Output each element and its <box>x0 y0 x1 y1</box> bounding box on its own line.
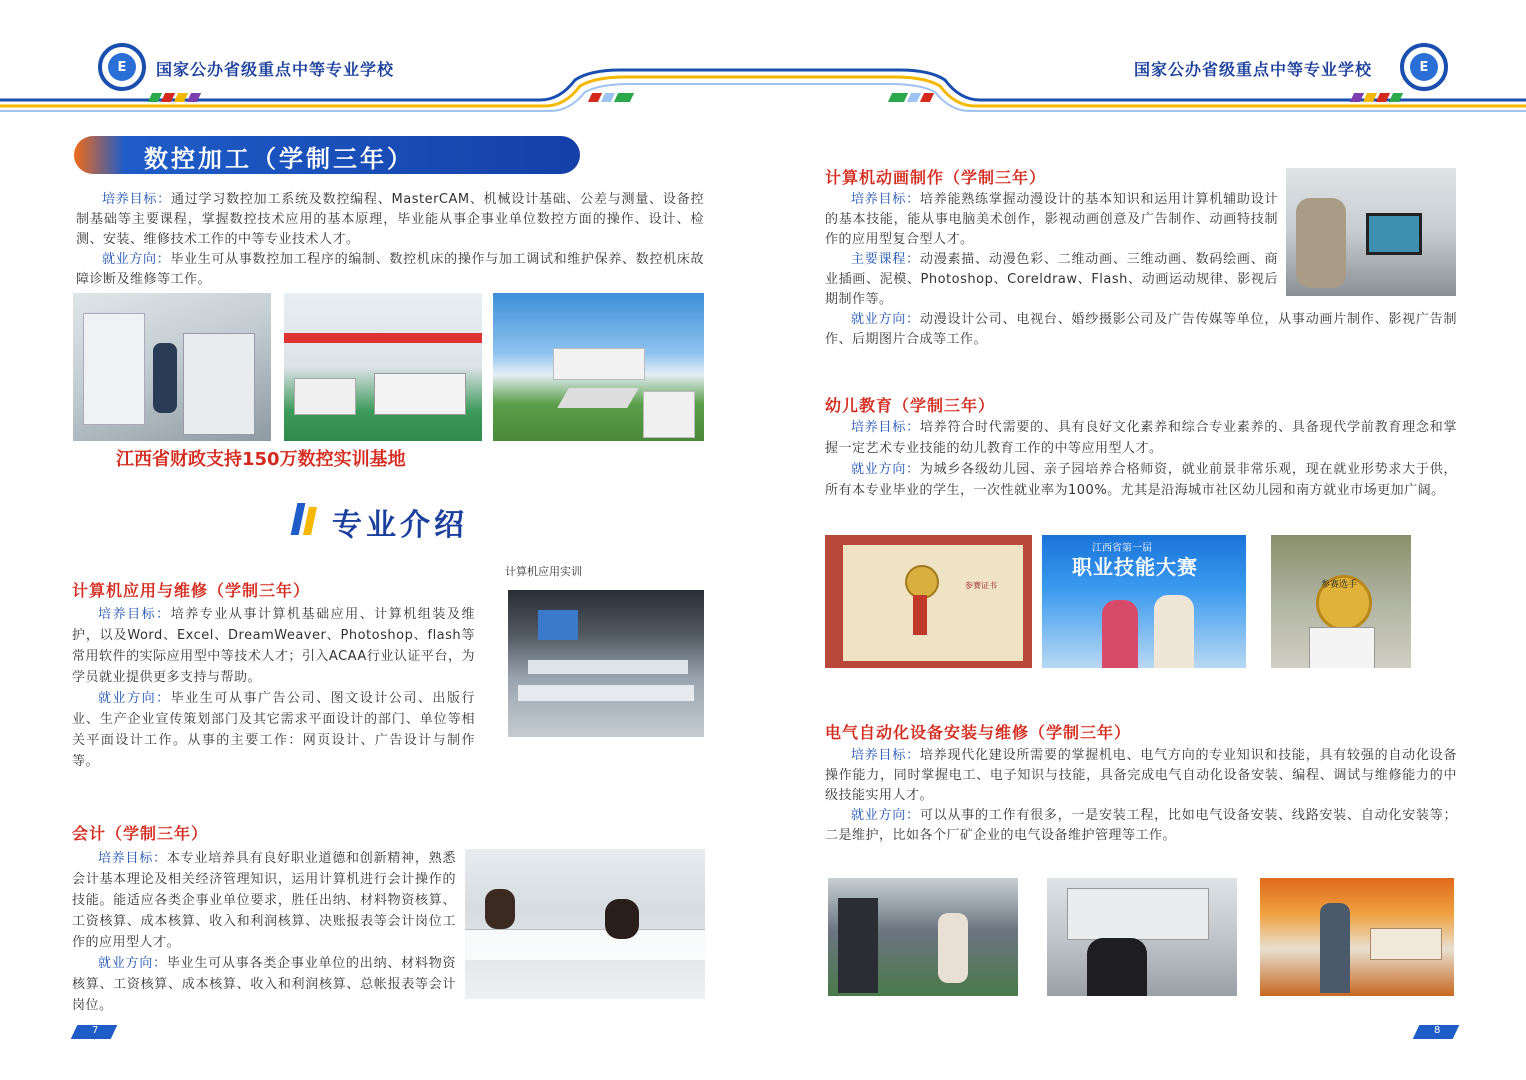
electrical-training-photo-3 <box>1260 878 1454 996</box>
preschool-job-text: 为城乡各级幼儿园、亲子园培养合格师资，就业前景非常乐观，现在就业形势求大于供，所有本专业毕业的学生，一次性就业率为100%。尤其是沿海城市社区幼儿园和南方就业市场更加广阔。 <box>825 462 1457 498</box>
animation-goal-label: 培养目标： <box>851 192 920 207</box>
computer-goal-label: 培养目标： <box>98 607 171 622</box>
accounting-class-photo <box>465 849 705 999</box>
electrical-goal-label: 培养目标： <box>851 748 920 763</box>
animation-job-text: 动漫设计公司、电视台、婚纱摄影公司及广告传媒等单位，从事动画片制作、影视广告制作、后期图片合成等工作。 <box>825 312 1457 347</box>
accounting-description <box>72 848 456 1016</box>
animation-title: 计算机动画制作（学制三年） <box>825 168 1047 187</box>
certificate-photo <box>825 535 1032 668</box>
cnc-workshop-photo-2 <box>284 293 482 441</box>
electrical-job-text: 可以从事的工作有很多，一是安装工程，比如电气设备安装、线路安装、自动化安装等；二是维护，比如各个厂矿企业的电气设备维护管理等工作。 <box>825 808 1457 843</box>
accounting-goal-text: 本专业培养具有良好职业道德和创新精神，熟悉会计基本理论及相关经济管理知识，运用计算机进行会计操作的技能。能适应各类企事业单位要求，胜任出纳、材料物资核算、工资核算、成本核算、收入和利润核算、决账报表等会计岗位工作的应用型人才。 <box>72 851 456 950</box>
preschool-title: 幼儿教育（学制三年） <box>825 396 996 415</box>
stripe-accent <box>890 93 932 102</box>
medal-badge-photo <box>1271 535 1411 668</box>
animation-goal-text: 培养能熟练掌握动漫设计的基本知识和运用计算机辅助设计的基本技能，能从事电脑美术创作，影视动画创意及广告制作、动画特技制作的应用型复合型人才。 <box>825 192 1278 247</box>
logo-emblem-icon: E <box>1410 53 1438 81</box>
cnc-banner <box>74 136 580 174</box>
accounting-job-text: 毕业生可从事各类企事业单位的出纳、材料物资核算、工资核算、成本核算、收入和利润核算、总帐报表等会计岗位。 <box>72 956 456 1013</box>
animation-job-label: 就业方向： <box>851 312 920 327</box>
electrical-training-photo-1 <box>828 878 1018 996</box>
stripe-accent <box>590 93 632 102</box>
cnc-description <box>76 190 704 290</box>
preschool-description <box>825 417 1457 501</box>
school-logo-left <box>98 43 146 91</box>
animation-course-label: 主要课程： <box>851 252 920 267</box>
header-title-left: 国家公办省级重点中等专业学校 <box>156 60 395 79</box>
intro-heading-icon <box>290 503 324 537</box>
cnc-job-text: 毕业生可从事数控加工程序的编制、数控机床的操作与加工调试和维护保养、数控机床故障诊断及维修等工作。 <box>76 252 704 287</box>
competition-banner-main: 职业技能大赛 <box>1072 555 1198 579</box>
computer-job-text: 毕业生可从事广告公司、图文设计公司、出版行业、生产企业宣传策划部门及其它需求平面设计的部门、单位等相关平面设计工作。从事的主要工作：网页设计、广告设计与制作等。 <box>72 691 475 769</box>
electrical-description <box>825 746 1457 846</box>
intro-heading: 专业介绍 <box>332 508 468 543</box>
computer-job-label: 就业方向： <box>98 691 171 706</box>
school-logo-right <box>1400 43 1448 91</box>
competition-banner-top: 江西省第一届 <box>1092 543 1152 554</box>
electrical-goal-text: 培养现代化建设所需要的掌握机电、电气方向的专业知识和技能，具有较强的自动化设备操作能力，同时掌握电工、电子知识与技能，具备完成电气自动化设备安装、编程、调试与维修能力的中级技能实用人才。 <box>825 748 1457 803</box>
accounting-title: 会计（学制三年） <box>72 824 209 843</box>
stripe-accent <box>1352 93 1401 102</box>
campus-photo <box>493 293 704 441</box>
header-title-right: 国家公办省级重点中等专业学校 <box>1134 60 1373 79</box>
cnc-goal-text: 通过学习数控加工系统及数控编程、MasterCAM、机械设计基础、公差与测量、设备控制基础等主要课程，掌握数控技术应用的基本原理，毕业能从事企事业单位数控方面的操作、设计、检测、安装、维修技术工作的中等专业技术人才。 <box>76 192 704 247</box>
computer-goal-text: 培养专业从事计算机基础应用、计算机组装及维护，以及Word、Excel、DreamWeaver、Photoshop、flash等常用软件的实际应用型中等技术人才；引入ACAA行业认证平台，为学员就业提供更多支持与帮助。 <box>72 607 475 685</box>
animation-lab-photo <box>1286 168 1456 296</box>
stripe-accent <box>150 93 199 102</box>
computer-description <box>72 604 475 772</box>
certificate-label: 参赛证书 <box>965 581 997 590</box>
cnc-goal-label: 培养目标： <box>102 192 171 207</box>
accounting-job-label: 就业方向： <box>98 956 167 971</box>
preschool-goal-text: 培养符合时代需要的、具有良好文化素养和综合专业素养的、具备现代学前教育理念和掌握一定艺术专业技能的幼儿教育工作的中等应用型人才。 <box>825 420 1457 456</box>
electrical-job-label: 就业方向： <box>851 808 920 823</box>
cnc-workshop-photo-1 <box>73 293 271 441</box>
computer-lab-photo <box>508 590 704 737</box>
badge-label: 参赛选手 <box>1321 580 1358 590</box>
preschool-goal-label: 培养目标： <box>851 420 920 435</box>
logo-emblem-icon: E <box>108 53 136 81</box>
page-number-right: 8 <box>1434 1025 1441 1036</box>
skills-competition-photo <box>1042 535 1246 668</box>
accounting-goal-label: 培养目标： <box>98 851 167 866</box>
cnc-job-label: 就业方向： <box>102 252 171 267</box>
banner-title: 数控加工（学制三年） <box>144 145 414 173</box>
computer-photo-label: 计算机应用实训 <box>505 565 582 578</box>
animation-course-text: 动漫素描、动漫色彩、二维动画、三维动画、数码绘画、商业插画、泥模、Photoshop、Coreldraw、Flash、动画运动规律、影视后期制作等。 <box>825 252 1278 307</box>
preschool-job-label: 就业方向： <box>851 462 920 477</box>
electrical-training-photo-2 <box>1047 878 1237 996</box>
cnc-photo-caption: 江西省财政支持150万数控实训基地 <box>116 449 406 470</box>
page-number-left: 7 <box>92 1025 99 1036</box>
electrical-title: 电气自动化设备安装与维修（学制三年） <box>825 723 1132 742</box>
computer-title: 计算机应用与维修（学制三年） <box>72 581 311 600</box>
